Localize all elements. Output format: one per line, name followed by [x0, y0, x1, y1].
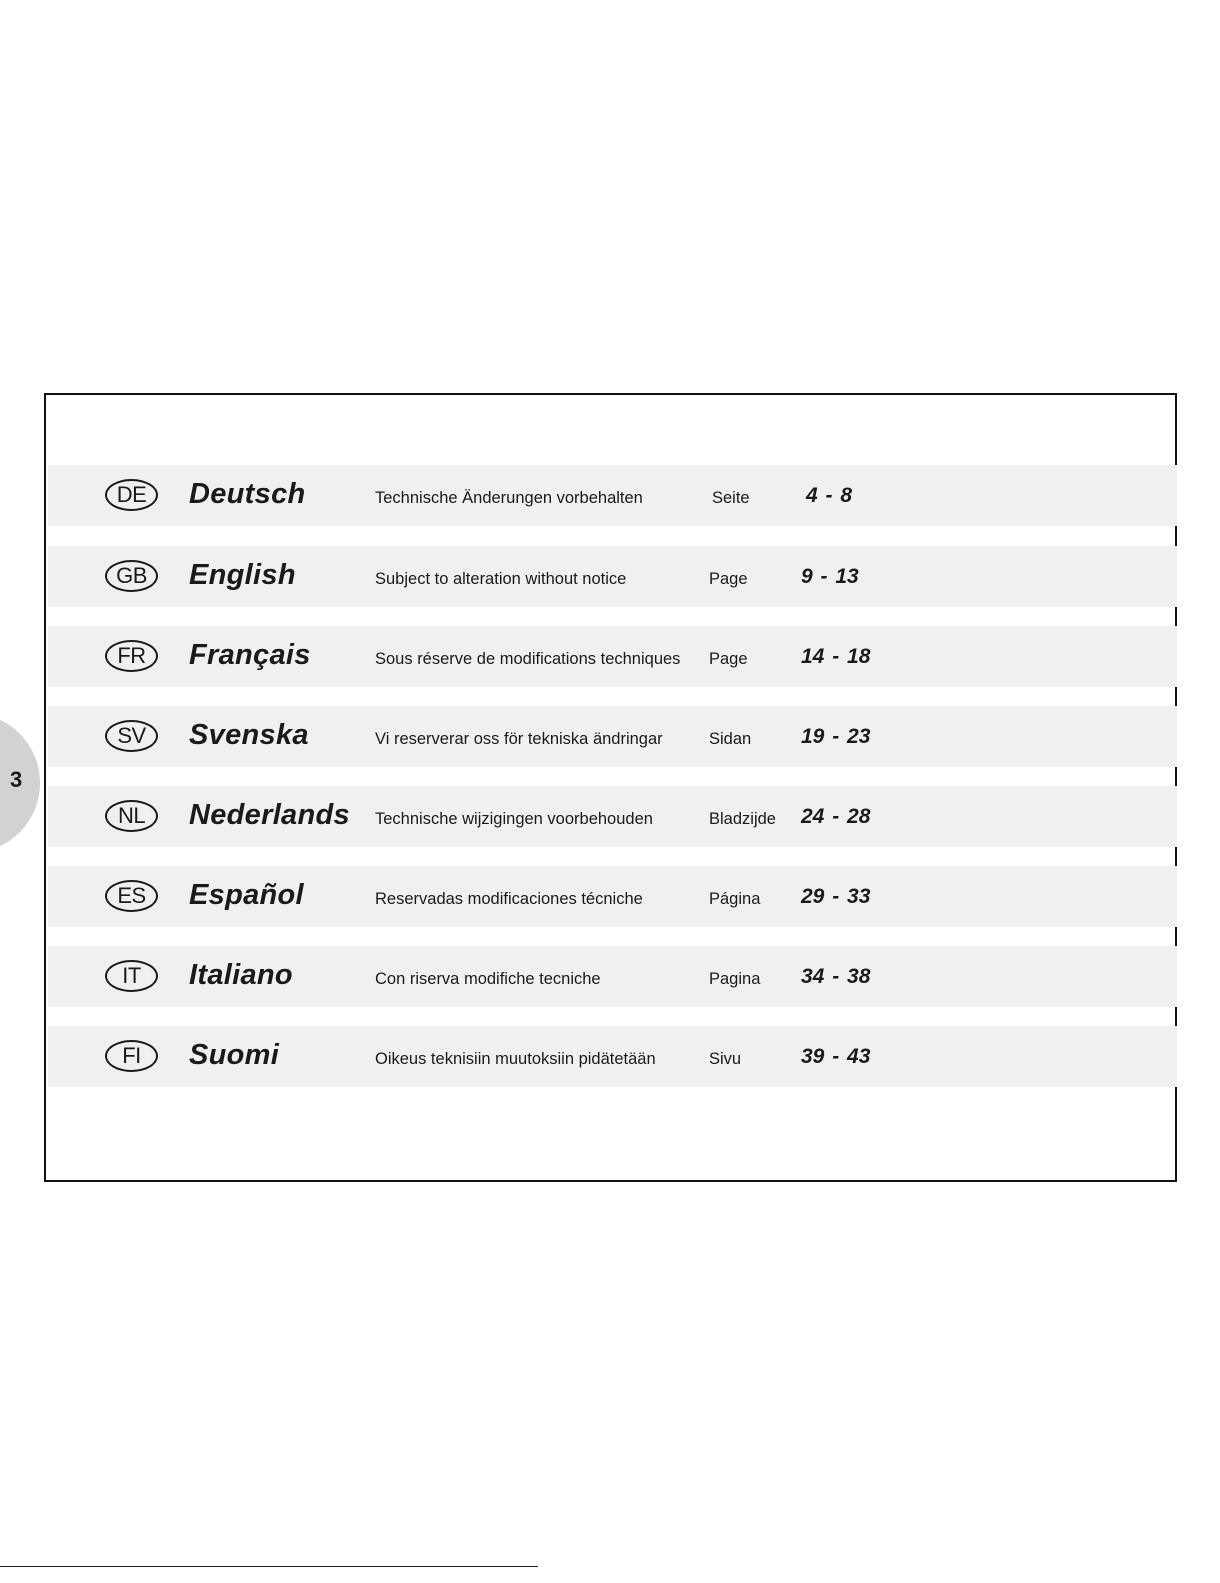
- language-row-gb[interactable]: [48, 546, 1177, 607]
- country-code-badge: DE: [105, 479, 158, 511]
- page-label: Bladzijde: [709, 810, 776, 828]
- language-name: Français: [189, 639, 311, 671]
- country-code-badge: NL: [105, 800, 158, 832]
- page-range: 29 - 33: [801, 885, 871, 908]
- language-row-es[interactable]: [48, 866, 1177, 927]
- language-name: Suomi: [189, 1039, 280, 1071]
- page-number: 3: [10, 767, 23, 792]
- language-row-fi[interactable]: [48, 1026, 1177, 1087]
- page-label: Sivu: [709, 1050, 742, 1068]
- page-range: 4 - 8: [806, 484, 853, 507]
- language-index-frame: [44, 393, 1177, 1182]
- page-range: 24 - 28: [801, 805, 871, 828]
- alteration-notice: Vi reserverar oss för tekniska ändringar: [375, 730, 663, 748]
- language-name: Español: [189, 879, 304, 911]
- page-range: 39 - 43: [801, 1045, 871, 1068]
- language-row-sv[interactable]: [48, 706, 1177, 767]
- language-row-nl[interactable]: [48, 786, 1177, 847]
- page-label: Page: [709, 570, 748, 588]
- alteration-notice: Oikeus teknisiin muutoksiin pidätetään: [375, 1050, 656, 1068]
- alteration-notice: Technische Änderungen vorbehalten: [375, 489, 643, 507]
- country-code-badge: ES: [105, 880, 158, 912]
- page-range: 9 - 13: [801, 565, 859, 588]
- language-name: Italiano: [189, 959, 293, 991]
- language-name: English: [189, 559, 296, 591]
- page-range: 34 - 38: [801, 965, 871, 988]
- language-name: Deutsch: [189, 478, 306, 510]
- page-label: Pagina: [709, 970, 761, 988]
- country-code-badge: IT: [105, 960, 158, 992]
- page-range: 19 - 23: [801, 725, 871, 748]
- page-label: Page: [709, 650, 748, 668]
- alteration-notice: Con riserva modifiche tecniche: [375, 970, 601, 988]
- language-row-fr[interactable]: [48, 626, 1177, 687]
- language-name: Svenska: [189, 719, 309, 751]
- language-name: Nederlands: [189, 799, 350, 831]
- footer-rule: [0, 1566, 538, 1567]
- country-code-badge: SV: [105, 720, 158, 752]
- alteration-notice: Reservadas modificaciones técniche: [375, 890, 643, 908]
- country-code-badge: GB: [105, 560, 158, 592]
- page-label: Seite: [712, 489, 750, 507]
- page-range: 14 - 18: [801, 645, 871, 668]
- country-code-badge: FR: [105, 640, 158, 672]
- alteration-notice: Subject to alteration without notice: [375, 570, 627, 588]
- language-row-it[interactable]: [48, 946, 1177, 1007]
- page-label: Sidan: [709, 730, 752, 748]
- page-label: Página: [709, 890, 761, 908]
- language-row-de[interactable]: [48, 465, 1177, 526]
- alteration-notice: Sous réserve de modifications techniques: [375, 650, 681, 668]
- country-code-badge: FI: [105, 1040, 158, 1072]
- alteration-notice: Technische wijzigingen voorbehouden: [375, 810, 653, 828]
